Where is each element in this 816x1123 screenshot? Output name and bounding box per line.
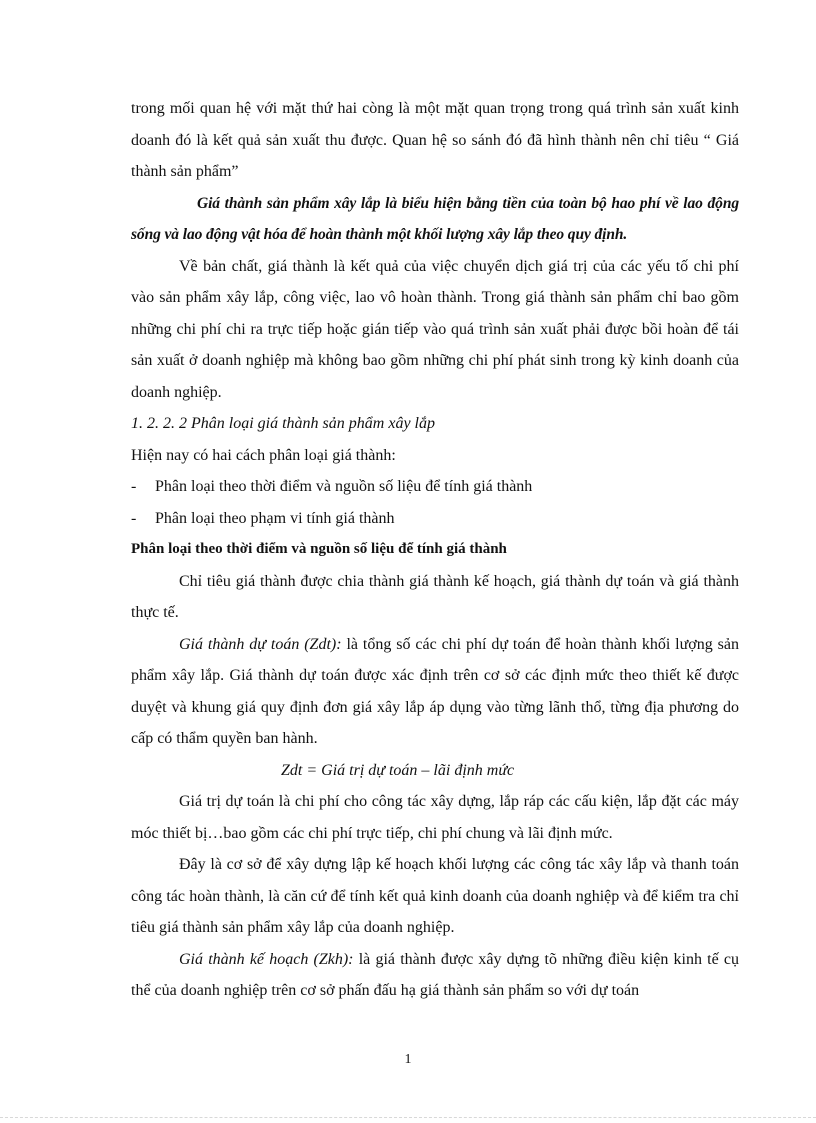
bullet-item (131, 471, 739, 503)
definition-paragraph: Giá thành sản phẩm xây lắp là biểu hiện bằng tiền của toàn bộ hao phí về lao động sống và lao động vật hóa để hoàn thành một khối lượng xây lắp theo quy định. (131, 194, 739, 243)
bullet-text: Phân loại theo thời điểm và nguồn số liệu để tính giá thành (155, 478, 533, 495)
bullet-dash: - (131, 509, 137, 527)
planned-cost-text: là giá thành được xây dựng tõ những điều kiện kinh tế cụ thể của doanh nghiệp trên cơ sở phấn đấu hạ giá thành sản phẩm so với dự toán (131, 950, 740, 999)
term-estimate-cost: Giá thành dự toán (Zdt): (179, 635, 342, 653)
paragraph-estimate-cost (131, 629, 739, 755)
bullet-dash: - (131, 478, 137, 495)
paragraph-planned-cost (131, 944, 739, 1007)
term-planned-cost: Giá thành kế hoạch (Zkh): (179, 950, 354, 968)
page-bottom-divider (0, 1117, 816, 1118)
paragraph-intro: trong mối quan hệ với mặt thứ hai còng là một mặt quan trọng trong quá trình sản xuất kinh doanh đó là kết quả sản xuất thu được. Quan hệ so sánh đó đã hình thành nên chỉ tiêu “ Giá thành sản phẩm” (131, 100, 739, 180)
paragraph-estimate-value: Giá trị dự toán là chi phí cho công tác xây dựng, lắp ráp các cấu kiện, lắp đặt các máy móc thiết bị…bao gồm các chi phí trực tiếp, chi phí chung và lãi định mức. (131, 793, 739, 842)
page-content (131, 93, 739, 1007)
paragraph-basis: Đây là cơ sở để xây dựng lập kế hoạch khối lượng các công tác xây lắp và thanh toán công tác hoàn thành, là căn cứ để tính kết quả kinh doanh của doanh nghiệp và để kiểm tra chỉ tiêu giá thành sản phẩm xây lắp của doanh nghiệp. (131, 856, 739, 936)
formula: Zdt = Giá trị dự toán – lãi định mức (281, 761, 515, 779)
page-number: 1 (404, 1052, 412, 1067)
bold-subheading: Phân loại theo thời điểm và nguồn số liệu để tính giá thành (131, 541, 507, 557)
paragraph-categories: Chỉ tiêu giá thành được chia thành giá thành kế hoạch, giá thành dự toán và giá thành thực tế. (131, 572, 739, 621)
bullet-item (131, 503, 739, 535)
paragraph-nature: Về bản chất, giá thành là kết quả của việc chuyển dịch giá trị của các yếu tố chi phí vào sản phẩm xây lắp, công việc, lao vô hoàn thành. Trong giá thành sản phẩm chỉ bao gồm những chi phí chi ra trực tiếp hoặc gián tiếp vào quá trình sản xuất phải được bồi hoàn để tái sản xuất ở doanh nghiệp mà không bao gồm những chi phí phát sinh trong kỳ kinh doanh của doanh nghiệp. (131, 257, 739, 401)
estimate-cost-text: là tổng số các chi phí dự toán để hoàn thành khối lượng sản phẩm xây lắp. Giá thành dự toán được xác định trên cơ sở các định mức theo thiết kế được duyệt và khung giá quy định đơn giá xây lắp áp dụng vào từng lãnh thổ, từng địa phương do cấp có thẩm quyền ban hành. (131, 635, 739, 747)
bullet-text: Phân loại theo phạm vi tính giá thành (155, 509, 395, 527)
section-heading: 1. 2. 2. 2 Phân loại giá thành sản phẩm xây lắp (131, 415, 435, 432)
classification-intro: Hiện nay có hai cách phân loại giá thành: (131, 446, 396, 464)
